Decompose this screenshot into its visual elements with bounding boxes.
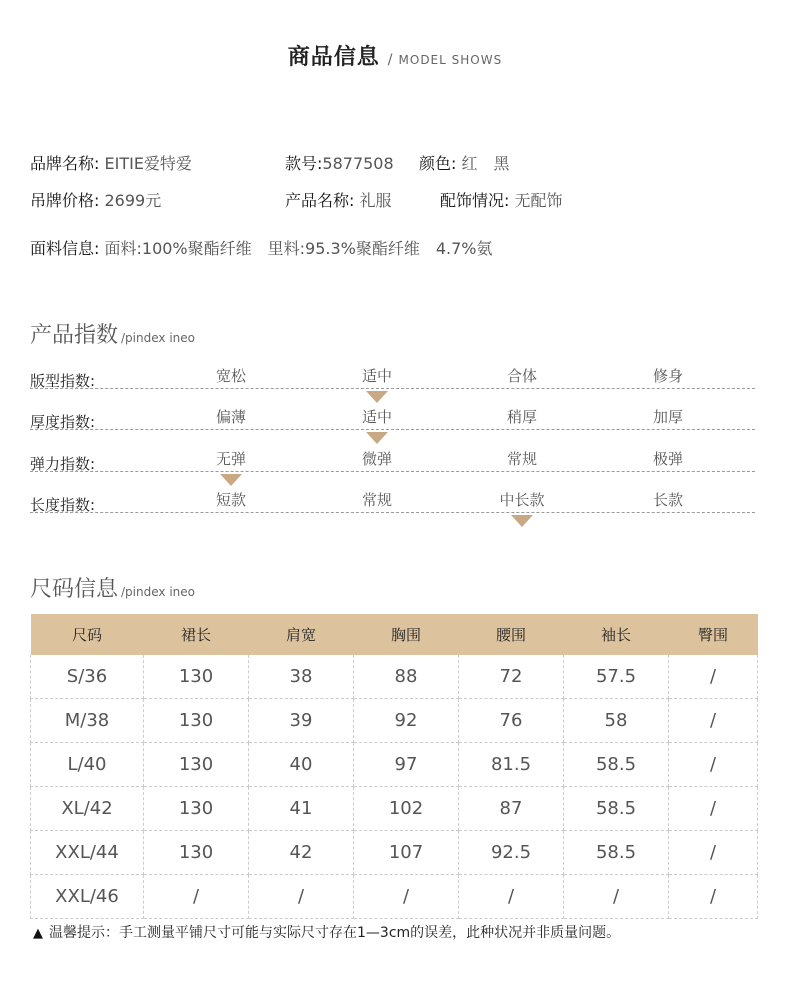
table-cell: 72 [459, 655, 564, 699]
accessory-info [440, 188, 563, 211]
notice [33, 922, 620, 942]
table-cell: 58.5 [564, 831, 669, 875]
index-title-en: /pindex ineo [121, 331, 195, 345]
table-cell: XXL/44 [31, 831, 144, 875]
table-row [31, 831, 758, 875]
section-subtitle: MODEL SHOWS [398, 53, 503, 67]
index-title [30, 318, 195, 349]
brand-value: EITIE爱特爱 [104, 154, 192, 173]
table-cell: 130 [144, 699, 249, 743]
table-cell: / [669, 699, 758, 743]
table-cell: / [669, 831, 758, 875]
color-info [419, 151, 510, 174]
brand-info [30, 151, 192, 174]
title-separator: / [387, 52, 393, 68]
section-title: 商品信息 [287, 45, 380, 70]
index-row-fit [30, 354, 755, 389]
table-cell: / [564, 875, 669, 919]
index-row-elasticity [30, 437, 755, 472]
index-option: 宽松 [215, 367, 246, 385]
index-label: 版型指数: [30, 372, 96, 390]
table-cell: 76 [459, 699, 564, 743]
table-cell: XXL/46 [31, 875, 144, 919]
price-info [30, 188, 161, 211]
index-option: 短款 [215, 491, 246, 509]
index-option: 加厚 [652, 408, 683, 426]
table-row [31, 875, 758, 919]
table-cell: 58 [564, 699, 669, 743]
product-name-label: 产品名称: [285, 191, 355, 210]
price-label: 吊牌价格: [30, 191, 100, 210]
index-option: 常规 [361, 491, 392, 509]
table-cell: S/36 [31, 655, 144, 699]
table-cell: M/38 [31, 699, 144, 743]
index-option: 常规 [506, 450, 537, 468]
index-option: 长款 [652, 491, 683, 509]
index-label: 长度指数: [30, 496, 96, 514]
accessory-value: 无配饰 [514, 191, 563, 210]
style-value: 5877508 [322, 154, 394, 173]
column-header: 臀围 [669, 614, 758, 655]
size-title-en: /pindex ineo [121, 585, 195, 599]
table-cell: / [669, 787, 758, 831]
table-cell: 41 [249, 787, 354, 831]
size-table [30, 614, 758, 919]
warning-icon: ▲ [33, 926, 43, 941]
table-cell: / [669, 655, 758, 699]
table-cell: / [144, 875, 249, 919]
table-cell: 92.5 [459, 831, 564, 875]
column-header: 肩宽 [249, 614, 354, 655]
accessory-label: 配饰情况: [440, 191, 510, 210]
table-cell: 81.5 [459, 743, 564, 787]
table-cell: 130 [144, 655, 249, 699]
table-cell: 40 [249, 743, 354, 787]
table-cell: / [354, 875, 459, 919]
size-title-cn: 尺码信息 [30, 577, 119, 602]
table-cell: 130 [144, 743, 249, 787]
table-cell: / [669, 743, 758, 787]
table-cell: 87 [459, 787, 564, 831]
table-cell: 38 [249, 655, 354, 699]
table-cell: XL/42 [31, 787, 144, 831]
index-option: 修身 [652, 367, 683, 385]
index-label: 厚度指数: [30, 413, 96, 431]
table-row [31, 699, 758, 743]
selection-marker [511, 515, 533, 527]
table-cell: 130 [144, 831, 249, 875]
column-header: 腰围 [459, 614, 564, 655]
index-option: 稍厚 [506, 408, 537, 426]
notice-text: 温馨提示：手工测量平铺尺寸可能与实际尺寸存在1—3cm的误差，此种状况并非质量问题。 [49, 925, 621, 941]
table-cell: 39 [249, 699, 354, 743]
index-option: 合体 [506, 367, 537, 385]
table-cell: 92 [354, 699, 459, 743]
index-option: 偏薄 [215, 408, 246, 426]
product-name-info [285, 188, 392, 211]
table-row [31, 787, 758, 831]
index-row-length [30, 478, 755, 513]
size-title [30, 572, 195, 603]
table-cell: L/40 [31, 743, 144, 787]
table-cell: / [249, 875, 354, 919]
index-option: 极弹 [652, 450, 683, 468]
table-cell: 42 [249, 831, 354, 875]
size-table-header [31, 614, 758, 655]
table-cell: 58.5 [564, 787, 669, 831]
product-name-value: 礼服 [359, 191, 392, 210]
index-option: 无弹 [215, 450, 246, 468]
column-header: 袖长 [564, 614, 669, 655]
table-cell: 130 [144, 787, 249, 831]
fabric-info [30, 236, 493, 259]
table-cell: 88 [354, 655, 459, 699]
fabric-value: 面料:100%聚酯纤维 里料:95.3%聚酯纤维 4.7%氨 [104, 239, 493, 258]
fabric-label: 面料信息: [30, 239, 100, 258]
index-option: 中长款 [499, 491, 545, 509]
price-value: 2699元 [104, 191, 162, 210]
index-option: 适中 [361, 367, 392, 385]
table-cell: 57.5 [564, 655, 669, 699]
table-cell: 97 [354, 743, 459, 787]
table-cell: / [669, 875, 758, 919]
index-label: 弹力指数: [30, 455, 96, 473]
table-row [31, 743, 758, 787]
table-row [31, 655, 758, 699]
table-cell: 107 [354, 831, 459, 875]
table-cell: / [459, 875, 564, 919]
column-header: 胸围 [354, 614, 459, 655]
size-table-body [31, 655, 758, 919]
table-cell: 102 [354, 787, 459, 831]
style-label: 款号: [285, 154, 323, 173]
column-header: 尺码 [31, 614, 144, 655]
index-option: 适中 [361, 408, 392, 426]
table-cell: 58.5 [564, 743, 669, 787]
index-title-cn: 产品指数 [30, 323, 119, 348]
color-value: 红 黑 [461, 154, 510, 173]
index-option: 微弹 [361, 450, 392, 468]
brand-label: 品牌名称: [30, 154, 100, 173]
style-info [285, 151, 394, 174]
column-header: 裙长 [144, 614, 249, 655]
index-row-thickness [30, 395, 755, 430]
section-header [0, 40, 790, 71]
color-label: 颜色: [419, 154, 457, 173]
